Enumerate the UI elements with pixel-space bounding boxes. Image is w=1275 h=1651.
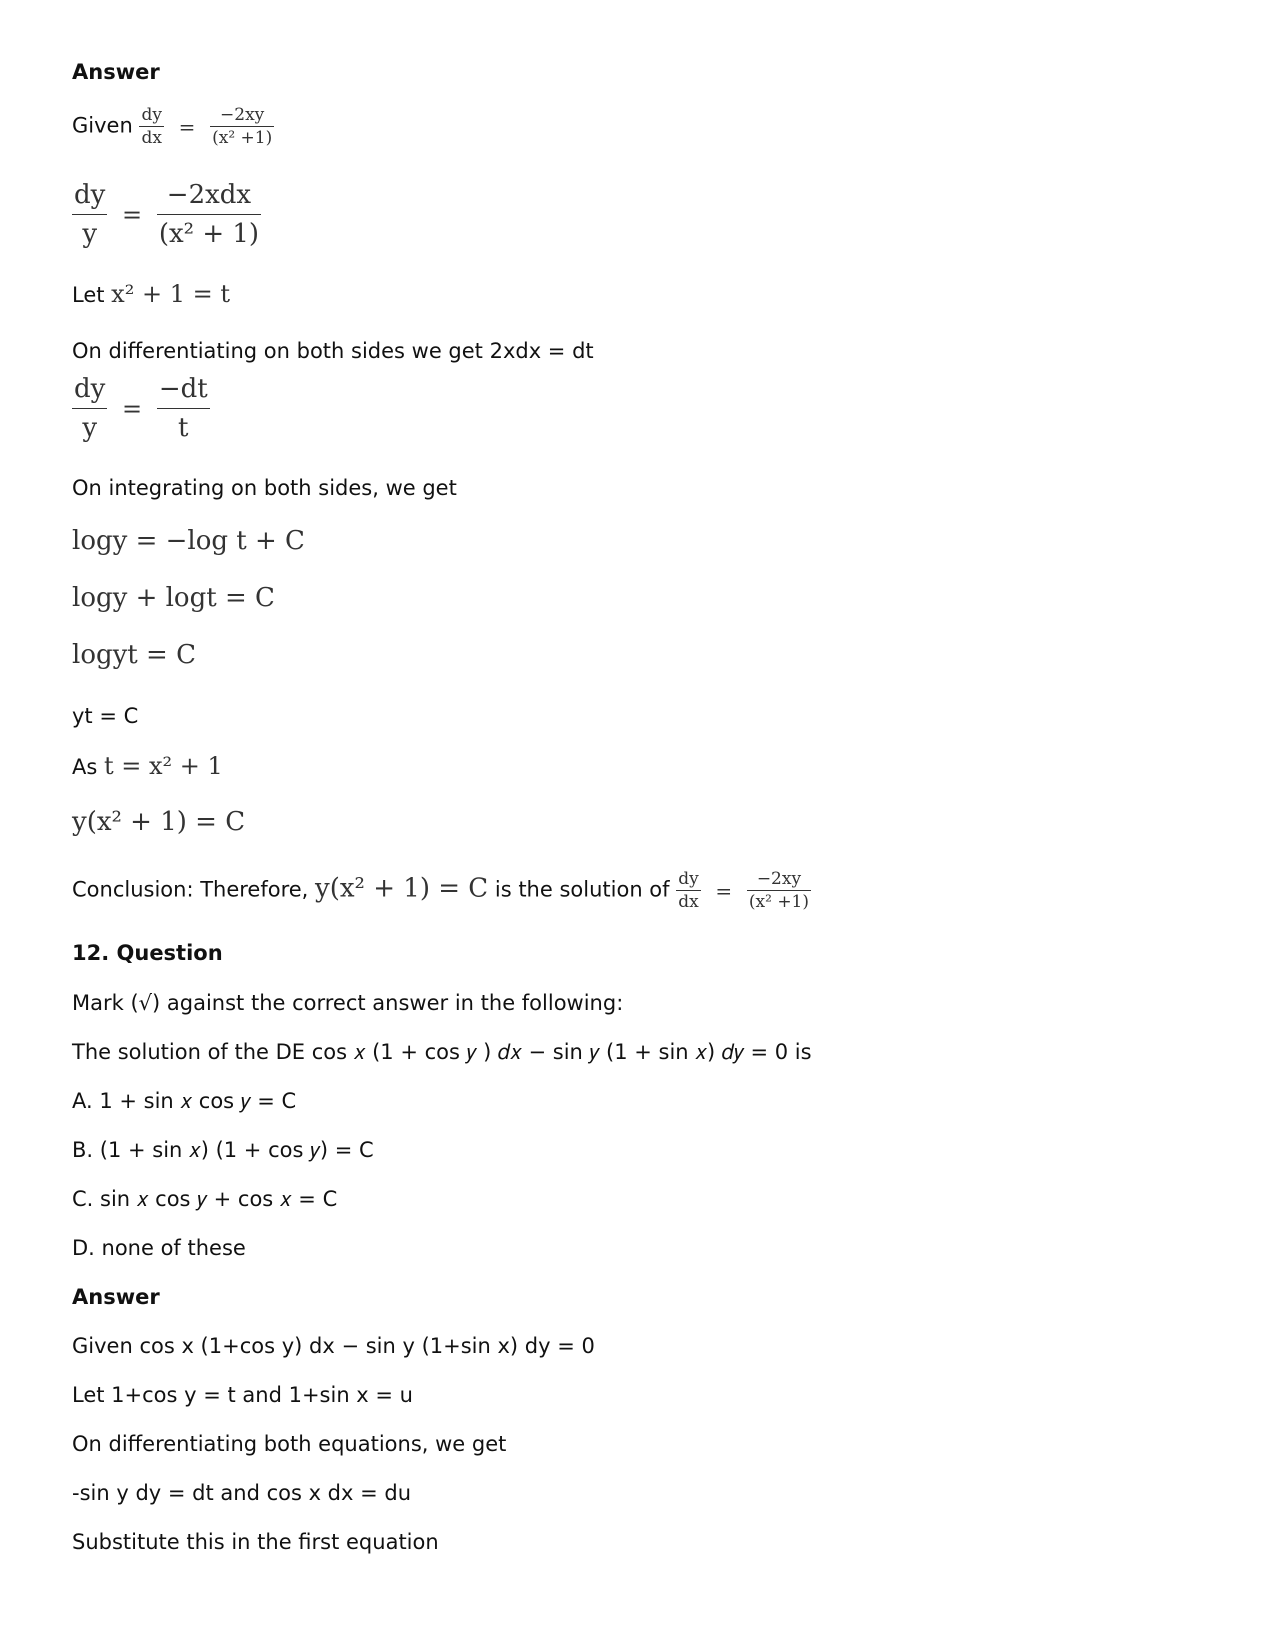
sub-lhs-fraction	[72, 370, 107, 447]
yt-line: yt = C	[72, 704, 139, 728]
result-equation: y(x² + 1) = C	[72, 807, 246, 837]
fraction-denominator: (x² +1)	[748, 892, 810, 912]
given-rhs-fraction	[210, 104, 274, 149]
equals-sign: =	[122, 394, 143, 423]
conclusion-rhs-fraction	[747, 868, 811, 913]
fraction-numerator: −dt	[158, 374, 208, 404]
answer-heading: Answer	[72, 60, 160, 84]
question-heading: 12. Question	[72, 941, 223, 965]
fraction-denominator: dx	[678, 892, 699, 912]
fraction-denominator: y	[82, 413, 98, 443]
fraction-denominator: dx	[141, 128, 162, 148]
as-expression: t = x² + 1	[104, 752, 223, 780]
equals-sign: =	[178, 114, 196, 139]
question-statement: The solution of the DE cos 𝑥 (1 + cos 𝑦 ) 𝑑𝑥 − sin 𝑦 (1 + sin 𝑥) 𝑑𝑦 = 0 is	[72, 1040, 812, 1064]
answer2-line-1: Given cos x (1+cos y) dx − sin y (1+sin x) dy = 0	[72, 1334, 595, 1358]
equals-sign: =	[122, 200, 143, 229]
log-step-1: logy = −log t + C	[72, 526, 305, 556]
given-line	[72, 104, 274, 149]
separated-equation	[72, 176, 261, 253]
fraction-numerator: −2xdx	[166, 180, 252, 210]
given-label: Given	[72, 113, 133, 138]
sep-rhs-fraction	[157, 176, 261, 253]
question-instruction: Mark (√) against the correct answer in the following:	[72, 991, 624, 1015]
sub-rhs-fraction	[157, 370, 210, 447]
sep-lhs-fraction	[72, 176, 107, 253]
substituted-equation	[72, 370, 210, 447]
given-lhs-fraction	[139, 104, 164, 149]
conclusion-expression: y(x² + 1) = C	[315, 873, 489, 904]
option-c[interactable]: C. sin 𝑥 cos 𝑦 + cos 𝑥 = C	[72, 1187, 338, 1211]
answer-heading-2: Answer	[72, 1285, 160, 1309]
fraction-denominator: y	[82, 219, 98, 249]
fraction-denominator: t	[178, 413, 189, 443]
log-step-3: logyt = C	[72, 640, 196, 670]
fraction-numerator: −2xy	[756, 869, 802, 889]
conclusion-prefix: Conclusion: Therefore,	[72, 877, 309, 902]
conclusion-mid: is the solution of	[494, 877, 670, 902]
answer2-line-5: Substitute this in the first equation	[72, 1530, 439, 1554]
integrate-line: On integrating on both sides, we get	[72, 476, 457, 500]
log-step-2: logy + logt = C	[72, 583, 275, 613]
let-line	[72, 280, 230, 309]
fraction-numerator: dy	[74, 374, 106, 404]
fraction-denominator: (x² + 1)	[158, 219, 260, 249]
answer2-line-2: Let 1+cos y = t and 1+sin x = u	[72, 1383, 413, 1407]
fraction-numerator: dy	[141, 105, 162, 125]
let-label: Let	[72, 283, 105, 307]
fraction-numerator: −2xy	[220, 105, 265, 125]
conclusion-lhs-fraction	[676, 868, 701, 913]
option-d[interactable]: D. none of these	[72, 1236, 246, 1260]
answer2-line-4: -sin y dy = dt and cos x dx = du	[72, 1481, 412, 1505]
as-line	[72, 752, 223, 781]
as-label: As	[72, 755, 98, 779]
fraction-denominator: (x² +1)	[212, 128, 273, 148]
conclusion-line	[72, 868, 811, 913]
option-b[interactable]: B. (1 + sin 𝑥) (1 + cos 𝑦) = C	[72, 1138, 374, 1162]
let-expression: x² + 1 = t	[111, 280, 230, 308]
answer2-line-3: On differentiating both equations, we get	[72, 1432, 507, 1456]
differentiate-line: On differentiating on both sides we get 2xdx = dt	[72, 339, 594, 363]
option-a[interactable]: A. 1 + sin 𝑥 cos 𝑦 = C	[72, 1089, 297, 1113]
fraction-numerator: dy	[678, 869, 699, 889]
fraction-numerator: dy	[74, 180, 106, 210]
equals-sign: =	[715, 878, 733, 903]
